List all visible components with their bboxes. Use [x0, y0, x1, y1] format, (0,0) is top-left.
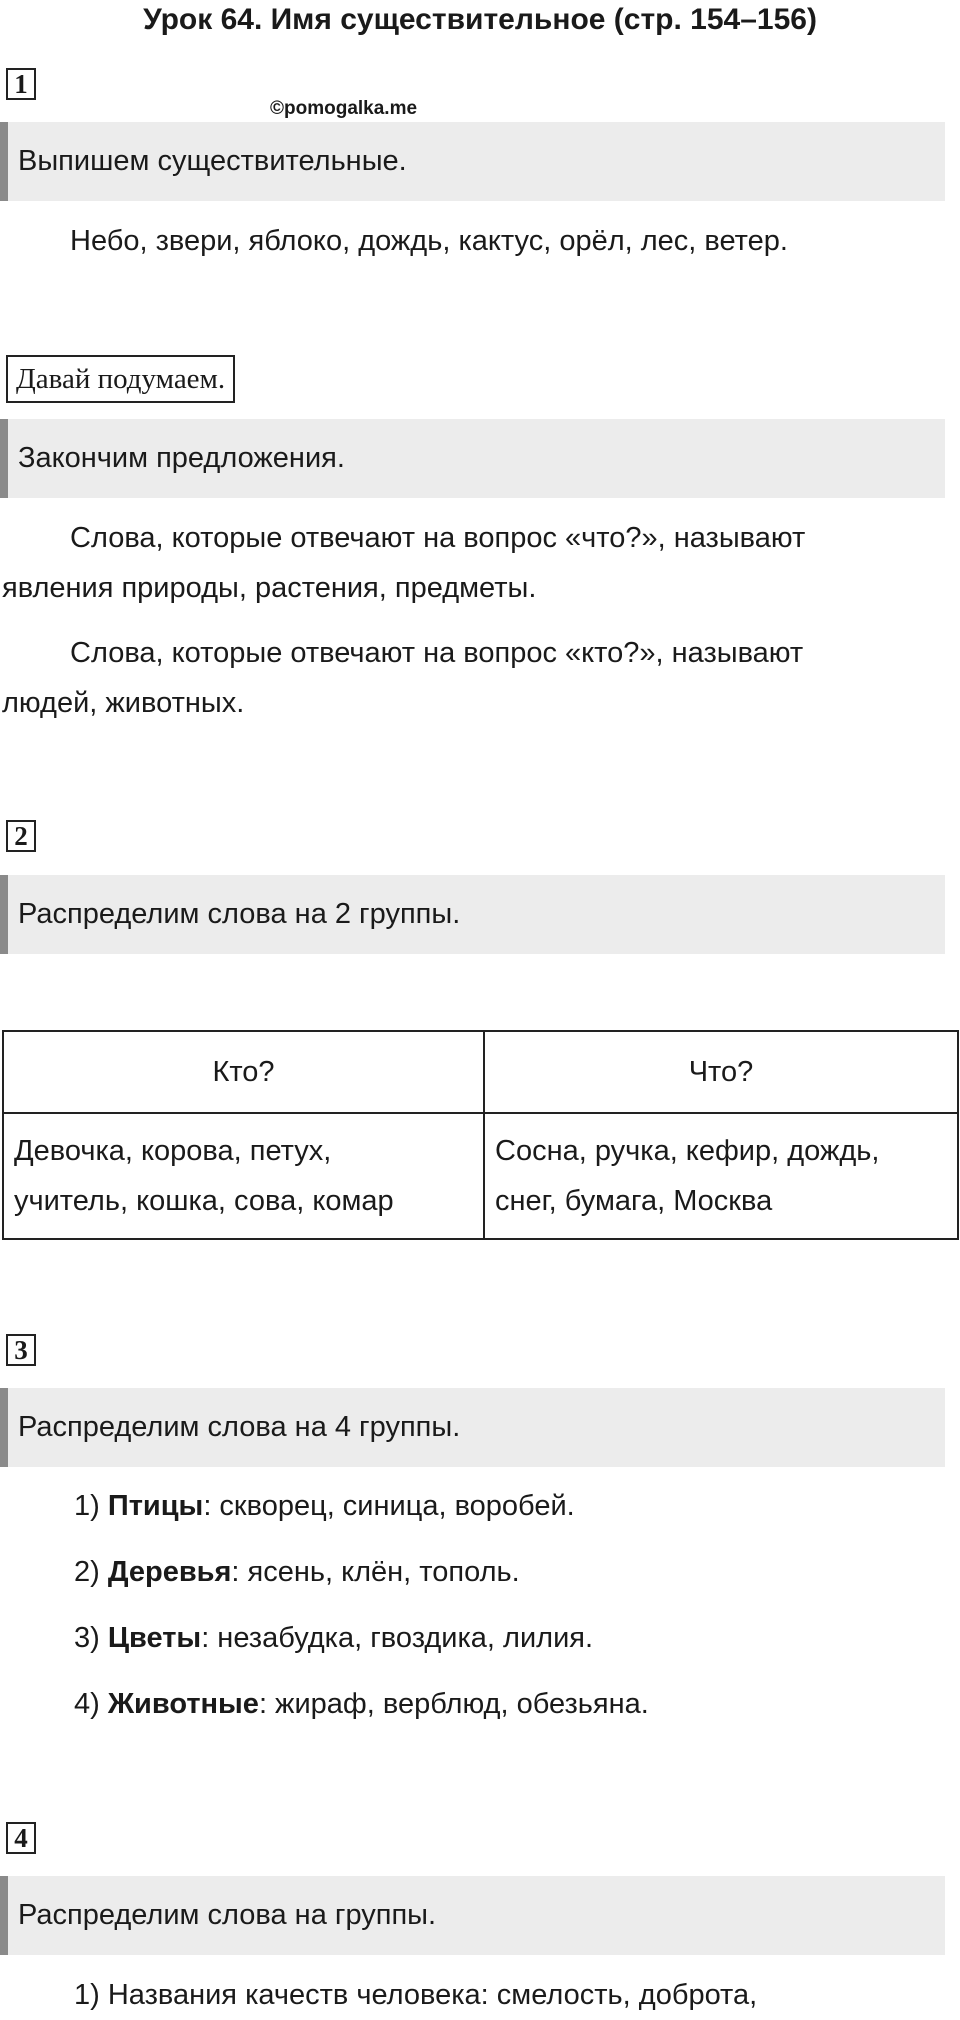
task-1-number: 1 [6, 68, 36, 100]
task-4-number: 4 [6, 1822, 36, 1854]
table-header-who: Кто? [3, 1031, 484, 1113]
think-instruction: Закончим предложения. [0, 419, 945, 498]
task-3-instruction: Распределим слова на 4 группы. [0, 1388, 945, 1467]
task-2-instruction: Распределим слова на 2 группы. [0, 875, 945, 954]
task-1-instruction: Выпишем существительные. [0, 122, 945, 201]
group-term: Птицы [107, 1490, 204, 1522]
table-cell-who-line1: Девочка, корова, петух, [14, 1135, 332, 1167]
table-cell-what-line1: Сосна, ручка, кефир, дождь, [495, 1135, 880, 1167]
think-para2-line2: людей, животных. [2, 687, 245, 719]
think-para1-line2: явления природы, растения, предметы. [2, 572, 537, 604]
think-para2-line1: Слова, которые отвечают на вопрос «кто?», называют [70, 637, 804, 669]
watermark: ©pomogalka.me [270, 98, 418, 119]
page-title: Урок 64. Имя существительное (стр. 154–156) [143, 3, 817, 36]
task-1-answer: Небо, звери, яблоко, дождь, кактус, орёл, лес, ветер. [70, 225, 788, 257]
task-2-table [2, 1030, 959, 1240]
task-4-item-1: 1) Названия качеств человека: смелость, доброта, [74, 1979, 758, 2011]
group-term: Животные [107, 1688, 259, 1720]
list-item: 1) Птицы: скворец, синица, воробей. [74, 1490, 575, 1522]
task-4-instruction: Распределим слова на группы. [0, 1876, 945, 1955]
list-item: 4) Животные: жираф, верблюд, обезьяна. [74, 1688, 649, 1720]
table-header-what: Что? [484, 1031, 958, 1113]
think-para1-line1: Слова, которые отвечают на вопрос «что?», называют [70, 522, 806, 554]
group-term: Деревья [107, 1556, 232, 1588]
task-2-number: 2 [6, 820, 36, 852]
list-item: 2) Деревья: ясень, клён, тополь. [74, 1556, 520, 1588]
think-label: Давай подумаем. [6, 355, 235, 403]
list-item: 3) Цветы: незабудка, гвоздика, лилия. [74, 1622, 594, 1654]
table-cell-who [3, 1113, 484, 1239]
task-3-number: 3 [6, 1334, 36, 1366]
group-term: Цветы [107, 1622, 202, 1654]
table-cell-who-line2: учитель, кошка, сова, комар [14, 1185, 394, 1217]
table-cell-what-line2: снег, бумага, Москва [495, 1185, 773, 1217]
table-cell-what [484, 1113, 958, 1239]
